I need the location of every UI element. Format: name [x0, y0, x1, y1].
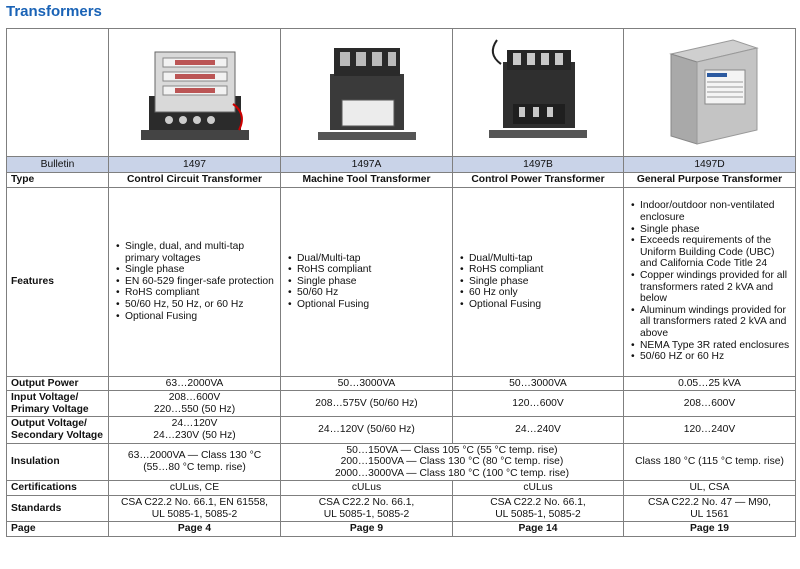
bulletin-1497b: 1497B: [453, 157, 624, 173]
feature-item: • NEMA Type 3R rated enclosures: [640, 340, 791, 352]
value-line: 200…1500VA — Class 130 °C (80 °C temp. rise): [340, 456, 564, 468]
feature-item: • Dual/Multi-tap: [469, 253, 619, 265]
output-power-1497d: 0.05…25 kVA: [624, 376, 796, 391]
feature-list: [628, 200, 791, 362]
certifications-row: [7, 481, 796, 496]
certifications-1497: cULus, CE: [109, 481, 281, 496]
feature-item: • RoHS compliant: [297, 264, 448, 276]
features-1497a: [281, 187, 453, 376]
input-voltage-1497b: 120…600V: [453, 391, 624, 417]
output-voltage-label: [7, 417, 109, 443]
page-link-1497[interactable]: Page 4: [109, 522, 281, 537]
input-voltage-label-line: Input Voltage/: [11, 392, 79, 404]
feature-list: [285, 253, 448, 311]
feature-item: • Single phase: [125, 264, 276, 276]
output-power-row: [7, 376, 796, 391]
standards-1497b: [453, 495, 624, 521]
insulation-1497d: Class 180 °C (115 °C temp. rise): [624, 443, 796, 481]
output-power-1497b: 50…3000VA: [453, 376, 624, 391]
value-line: CSA C22.2 No. 66.1, EN 61558,: [120, 496, 269, 508]
bulletin-1497d: 1497D: [624, 157, 796, 173]
input-voltage-row: [7, 391, 796, 417]
feature-item: • EN 60-529 finger-safe protection: [125, 276, 276, 288]
feature-item: • Aluminum windings provided for all transformers rated 2 kVA and above: [640, 305, 791, 340]
bulletin-row: [7, 157, 796, 173]
value-line: 63…2000VA — Class 130 °C: [127, 450, 262, 462]
certifications-label: Certifications: [7, 481, 109, 496]
value-line: (55…80 °C temp. rise): [143, 461, 246, 473]
value-line: UL 1561: [690, 508, 729, 520]
standards-row: [7, 495, 796, 521]
standards-label: Standards: [7, 495, 109, 521]
image-row: [7, 29, 796, 157]
features-1497d: [624, 187, 796, 376]
page-link-1497b[interactable]: Page 14: [453, 522, 624, 537]
page-label: Page: [7, 522, 109, 537]
page-title: Transformers: [6, 3, 102, 20]
transformers-spec-table: [6, 28, 796, 537]
value-line: 220…550 (50 Hz): [153, 403, 236, 415]
feature-item: • Single phase: [640, 224, 791, 236]
product-image-1497: [109, 29, 281, 157]
output-power-1497a: 50…3000VA: [281, 376, 453, 391]
feature-item: • Single phase: [469, 276, 619, 288]
image-row-label-cell: [7, 29, 109, 157]
type-1497b: Control Power Transformer: [453, 173, 624, 188]
feature-item: • RoHS compliant: [469, 264, 619, 276]
type-label: Type: [7, 173, 109, 188]
machine-tool-transformer-icon: [312, 34, 422, 152]
product-image-1497b: [453, 29, 624, 157]
feature-item: • 50/60 Hz: [297, 287, 448, 299]
output-voltage-1497d: 120…240V: [624, 417, 796, 443]
fused-control-circuit-transformer-icon: [135, 34, 255, 152]
bulletin-label: Bulletin: [7, 157, 109, 173]
feature-item: • 50/60 Hz, 50 Hz, or 60 Hz: [125, 299, 276, 311]
features-label: Features: [7, 187, 109, 376]
feature-item: • Exceeds requirements of the Uniform Building Code (UBC) and California Code Title 24: [640, 235, 791, 270]
value-line: CSA C22.2 No. 47 — M90,: [647, 496, 772, 508]
feature-item: • Dual/Multi-tap: [297, 253, 448, 265]
input-voltage-1497d: 208…600V: [624, 391, 796, 417]
output-voltage-label-line: Output Voltage/: [11, 418, 87, 430]
insulation-label: Insulation: [7, 443, 109, 481]
page-row: [7, 522, 796, 537]
output-power-label: Output Power: [7, 376, 109, 391]
insulation-1497: [109, 443, 281, 481]
value-line: UL 5085-1, 5085-2: [151, 508, 238, 520]
feature-item: • Single phase: [297, 276, 448, 288]
value-line: 24…230V (50 Hz): [153, 429, 236, 441]
standards-1497a: [281, 495, 453, 521]
input-voltage-label: [7, 391, 109, 417]
type-1497: Control Circuit Transformer: [109, 173, 281, 188]
value-line: 208…600V: [168, 392, 221, 404]
feature-item: • Single, dual, and multi-tap primary voltages: [125, 241, 276, 264]
output-voltage-row: [7, 417, 796, 443]
bulletin-1497a: 1497A: [281, 157, 453, 173]
certifications-1497a: cULus: [281, 481, 453, 496]
type-row: [7, 173, 796, 188]
product-image-1497d: [624, 29, 796, 157]
product-image-1497a: [281, 29, 453, 157]
output-voltage-label-line: Secondary Voltage: [11, 429, 103, 441]
input-voltage-label-line: Primary Voltage: [11, 403, 89, 415]
standards-1497d: [624, 495, 796, 521]
output-voltage-1497a: 24…120V (50/60 Hz): [281, 417, 453, 443]
feature-item: • Indoor/outdoor non-ventilated enclosure: [640, 200, 791, 223]
type-1497d: General Purpose Transformer: [624, 173, 796, 188]
input-voltage-1497: [109, 391, 281, 417]
feature-item: • 50/60 HZ or 60 Hz: [640, 351, 791, 363]
features-row: [7, 187, 796, 376]
value-line: UL 5085-1, 5085-2: [323, 508, 410, 520]
certifications-1497b: cULus: [453, 481, 624, 496]
feature-item: • Optional Fusing: [297, 299, 448, 311]
page-link-1497d[interactable]: Page 19: [624, 522, 796, 537]
feature-item: • 60 Hz only: [469, 287, 619, 299]
insulation-row: [7, 443, 796, 481]
output-voltage-1497: [109, 417, 281, 443]
page-link-1497a[interactable]: Page 9: [281, 522, 453, 537]
feature-list: [113, 241, 276, 322]
output-power-1497: 63…2000VA: [109, 376, 281, 391]
value-line: 50…150VA — Class 105 °C (55 °C temp. rise): [346, 444, 558, 456]
feature-item: • Optional Fusing: [469, 299, 619, 311]
feature-item: • Copper windings provided for all transformers rated 2 kVA and below: [640, 270, 791, 305]
insulation-1497a-1497b: [281, 443, 624, 481]
type-1497a: Machine Tool Transformer: [281, 173, 453, 188]
value-line: CSA C22.2 No. 66.1,: [318, 496, 415, 508]
feature-item: • RoHS compliant: [125, 287, 276, 299]
standards-1497: [109, 495, 281, 521]
value-line: 2000…3000VA — Class 180 °C (100 °C temp. rise): [334, 467, 570, 479]
features-1497b: [453, 187, 624, 376]
value-line: CSA C22.2 No. 66.1,: [490, 496, 586, 508]
features-1497: [109, 187, 281, 376]
bulletin-1497: 1497: [109, 157, 281, 173]
value-line: UL 5085-1, 5085-2: [495, 508, 581, 520]
feature-item: • Optional Fusing: [125, 311, 276, 323]
certifications-1497d: UL, CSA: [624, 481, 796, 496]
value-line: 24…120V: [171, 418, 218, 430]
feature-list: [457, 253, 619, 311]
output-voltage-1497b: 24…240V: [453, 417, 624, 443]
input-voltage-1497a: 208…575V (50/60 Hz): [281, 391, 453, 417]
general-purpose-enclosure-transformer-icon: [645, 34, 775, 152]
control-power-transformer-icon: [483, 34, 593, 152]
